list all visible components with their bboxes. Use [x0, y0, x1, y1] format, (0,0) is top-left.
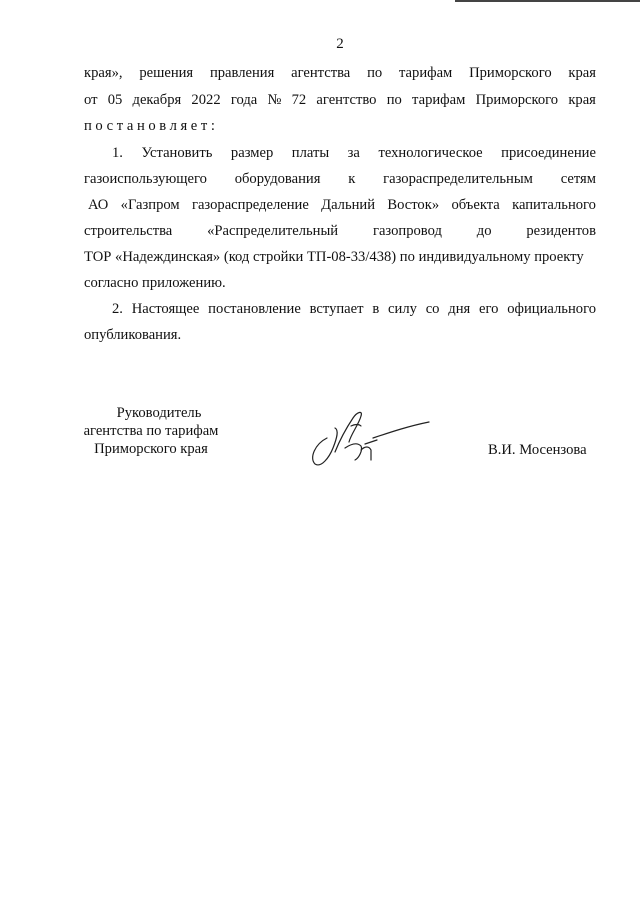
word: Настоящее: [131, 301, 200, 317]
word: края»,: [84, 65, 123, 81]
paragraph-line: [84, 63, 596, 83]
word: правления: [209, 65, 275, 81]
handwritten-signature: [305, 408, 435, 472]
word: платы: [291, 145, 330, 161]
word: присоединение: [501, 145, 596, 161]
word: за: [347, 145, 360, 161]
word: в: [372, 301, 380, 317]
word: края: [568, 65, 596, 81]
word: по: [386, 92, 402, 108]
word: вступает: [309, 301, 364, 317]
word: объекта: [451, 197, 500, 213]
word: 05: [107, 92, 123, 108]
word: от: [84, 92, 98, 108]
word: «Газпром: [120, 197, 180, 213]
signatory-name: В.И. Мосензова: [488, 442, 587, 458]
item-1-line: [84, 169, 596, 189]
word: строительства: [84, 223, 173, 239]
word: до: [476, 223, 492, 239]
item-1-line: согласно приложению.: [84, 275, 226, 291]
item-1-line: [88, 195, 596, 215]
word: официального: [507, 301, 596, 317]
word: 72: [291, 92, 307, 108]
item-1-line: [84, 221, 596, 241]
word: «Распределительный: [207, 223, 339, 239]
word: решения: [139, 65, 194, 81]
word: по: [367, 65, 383, 81]
word: АО: [88, 197, 109, 213]
word: постановление: [208, 301, 301, 317]
word: капитального: [512, 197, 596, 213]
word: декабря: [132, 92, 182, 108]
item-2-line: опубликования.: [84, 327, 182, 343]
item-1-line: [112, 143, 596, 163]
word: резидентов: [526, 223, 596, 239]
word: агентство: [316, 92, 377, 108]
item-2-line: [112, 299, 596, 319]
word: тарифам: [412, 92, 466, 108]
page-number: 2: [336, 36, 344, 52]
word: газопровод: [372, 223, 442, 239]
word: года: [230, 92, 258, 108]
paragraph-line: [84, 90, 596, 110]
word: №: [267, 92, 282, 108]
word: со: [425, 301, 440, 317]
word: дня: [448, 301, 471, 317]
signatory-title-line-1: Руководитель: [116, 405, 202, 421]
word: оборудования: [234, 171, 321, 187]
word: Установить: [141, 145, 213, 161]
word: агентства: [291, 65, 351, 81]
word: размер: [230, 145, 274, 161]
word: технологическое: [378, 145, 483, 161]
word: его: [479, 301, 499, 317]
resolution-keyword: постановляет:: [84, 118, 219, 134]
word: 2022: [191, 92, 221, 108]
signatory-title-line-2: агентства по тарифам: [83, 423, 219, 439]
word: силу: [388, 301, 417, 317]
word: газораспределение: [191, 197, 309, 213]
signatory-title-line-3: Приморского края: [94, 441, 208, 457]
word: Приморского: [469, 65, 552, 81]
word: сетям: [560, 171, 596, 187]
scan-edge-line: [455, 0, 640, 2]
word: газораспределительным: [383, 171, 533, 187]
item-1-line: ТОР «Надеждинская» (код стройки ТП-08-33/438) по индивидуальному проекту: [84, 249, 584, 265]
word: Дальний: [321, 197, 376, 213]
item-number: 1.: [112, 145, 123, 161]
word: к: [348, 171, 356, 187]
word: края: [568, 92, 596, 108]
item-number: 2.: [112, 301, 123, 317]
word: газоиспользующего: [84, 171, 207, 187]
word: тарифам: [398, 65, 453, 81]
word: Приморского: [475, 92, 559, 108]
word: Восток»: [387, 197, 440, 213]
